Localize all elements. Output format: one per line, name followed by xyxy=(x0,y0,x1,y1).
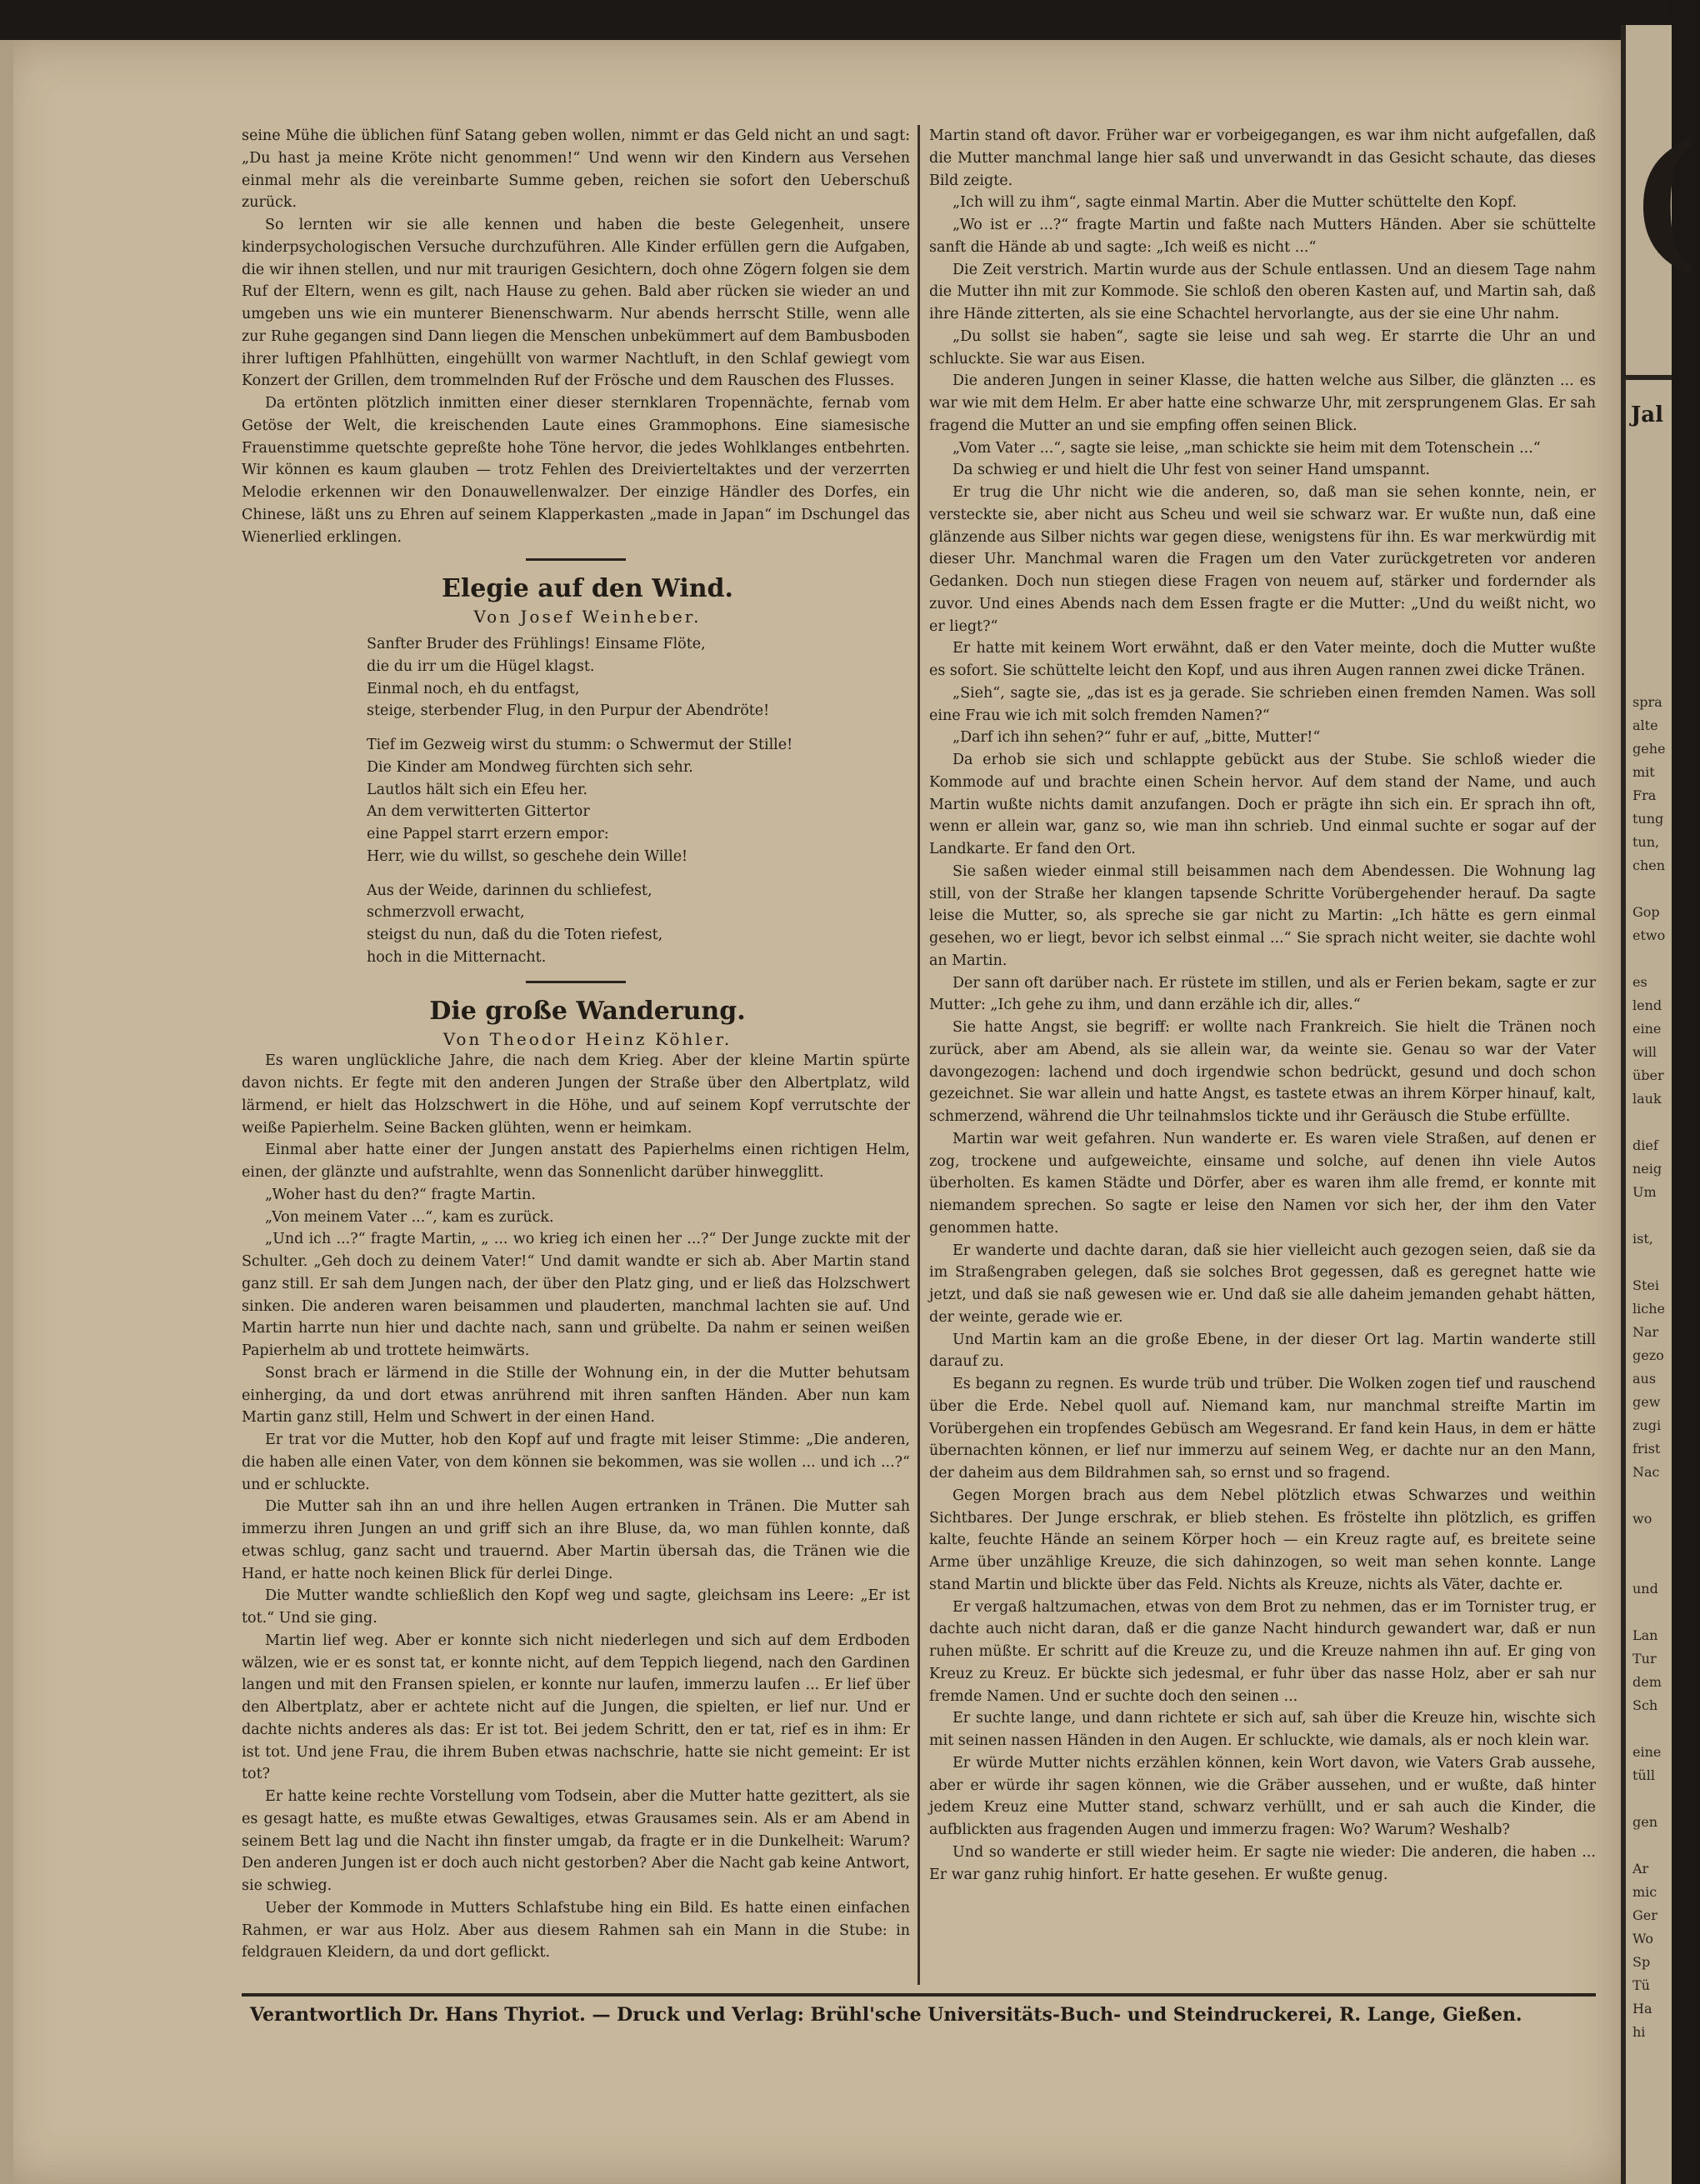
paragraph: Er trat vor die Mutter, hob den Kopf auf und fragte mit leiser Stimme: „Die anderen, die haben alle einen Vater, von dem können sie bekommen, was sie wollen ... und ich ...?“ und er schluckte. xyxy=(242,1432,910,1493)
adjacent-page-line: Gop xyxy=(1632,904,1660,920)
adjacent-page-line: Nac xyxy=(1632,1464,1660,1480)
paragraph: Die Mutter wandte schließlich den Kopf weg und sagte, gleichsam ins Leere: „Er ist tot.“ Und sie ging. xyxy=(242,1587,910,1627)
poem-line: Aus der Weide, darinnen du schliefest, xyxy=(367,882,652,899)
poem-line: steige, sterbender Flug, in den Purpur der Abendröte! xyxy=(367,702,770,720)
adjacent-page-line: mic xyxy=(1632,1884,1658,1900)
paragraph: Da erhob sie sich und schlappte gebückt aus der Stube. Sie schloß wieder die Kommode auf und brachte einen Schein hervor. Auf dem stand der Name, und auch Martin wußte nichts damit anzufangen. Doch er prägte ihn sich ein. Er sprach ihn oft, wenn er allein war, ganz so, wie man ihn schrieb. Und einmal suchte er sogar auf der Landkarte. Er fand den Ort. xyxy=(929,752,1596,857)
paragraph: Die Zeit verstrich. Martin wurde aus der Schule entlassen. Und an diesem Tage nahm die Mutter ihn mit zur Kommode. Sie schloß den oberen Kasten auf, und Martin sah, daß ihre Hände zitterten, als sie eine Schachtel hervorlangte, aus der sie eine Uhr nahm. xyxy=(929,261,1596,322)
paragraph: Er suchte lange, und dann richtete er sich auf, sah über die Kreuze hin, wischte sich mit seinen nassen Händen in den Augen. Er schluckte, wie damals, als er noch klein war. xyxy=(929,1710,1596,1749)
adjacent-page-line: es xyxy=(1632,974,1648,990)
paragraph: So lernten wir sie alle kennen und haben die beste Gelegenheit, unsere kinderpsychologischen Versuche durchzuführen. Alle Kinder erfüllen gern die Aufgaben, die wir ihnen stellen, und nur mit traurigen Gesichtern, doch ohne Zögern folgen sie dem Ruf der Eltern, wenn es gilt, nach Hause zu gehen. Bald aber rücken sie wieder an und umgeben uns wie ein munterer Bienenschwarm. Nur abends herrscht Stille, wenn alle zur Ruhe gegangen sind Dann liegen die Menschen unbekümmert auf dem Bambusboden ihrer luftigen Pfahlhütten, eingehüllt von warmer Nachtluft, in den Schlaf gewiegt vom Konzert der Grillen, dem trommelnden Ruf der Frösche und dem Rauschen des Flusses. xyxy=(242,217,910,390)
poem-body xyxy=(367,633,910,969)
footer-rule xyxy=(242,1993,1596,1997)
paragraph: „Du sollst sie haben“, sagte sie leise und sah weg. Er starrte die Uhr an und schluckte. Sie war aus Eisen. xyxy=(929,327,1596,367)
page-binding-edge xyxy=(0,40,13,2184)
right-column xyxy=(929,125,1596,1886)
paragraph: Sie hatte Angst, sie begriff: er wollte nach Frankreich. Sie hielt die Tränen noch zurück, aber am Abend, als sie allein war, da weinte sie. Genau so war der Vater davongezogen: lachend und doch irgendwie schon bedrückt, gesund und doch schon gezeichnet. Sie war allein und hatte Angst, es tastete etwas an ihrem Körper hinauf, kalt, schmerzend, während die Uhr teilnahmslos tickte und ihr Geräusch die Stube erfüllte. xyxy=(929,1019,1596,1125)
poem-line: schmerzvoll erwacht, xyxy=(367,904,525,922)
paragraph: Er hatte keine rechte Vorstellung vom Todsein, aber die Mutter hatte gezittert, als sie es gesagt hatte, es mußte etwas Gewaltiges, etwas Grausames sein. Als er am Abend in seinem Bett lag und die Nacht ihn finster umgab, da fragte er in die Dunkelheit: Warum? Den anderen Jungen ist er doch auch nicht gestorben? Aber die Nacht gab keine Antwort, sie schwieg. xyxy=(242,1788,910,1894)
adjacent-page-line: Tur xyxy=(1632,1651,1657,1667)
poem-line: Herr, wie du willst, so geschehe dein Wille! xyxy=(367,847,688,865)
poem-line: die du irr um die Hügel klagst. xyxy=(367,657,595,675)
imprint-footer: Verantwortlich Dr. Hans Thyriot. — Druck und Verlag: Brühl'sche Universitäts-Buch- und Steindruckerei, R. Lange, Gießen. xyxy=(250,2004,1522,2026)
paragraph: „Und ich ...?“ fragte Martin, „ ... wo krieg ich einen her ...?“ Der Junge zuckte mit der Schulter. „Geh doch zu deinem Vater!“ Und damit wandte er sich ab. Aber Martin stand ganz still. Er sah dem Jungen nach, der über den Platz ging, und er ließ das Holzschwert sinken. Die anderen waren beisammen und plauderten, manchmal lachten sie auf. Und Martin harrte nun hier und dachte nach, sann und grübelte. Da nahm er seinen weißen Papierhelm ab und trottete heimwärts. xyxy=(242,1231,910,1359)
adjacent-page-line: gehe xyxy=(1632,741,1666,757)
adjacent-page-line: über xyxy=(1632,1067,1664,1083)
section-rule xyxy=(526,981,626,983)
paragraph: Da schwieg er und hielt die Uhr fest von seiner Hand umspannt. xyxy=(952,462,1430,479)
paragraph: Er würde Mutter nichts erzählen können, kein Wort davon, wie Vaters Grab aussehe, aber er würde ihr sagen können, wie die Gräber aussehen, und er wußte, daß hinter jedem Kreuz eine Mutter stand, schwarz verhüllt, und er sah auch die Kinder, die aufblickten aus fragenden Augen und immerzu fragen: Wo? Warum? Weshalb? xyxy=(929,1754,1596,1838)
adjacent-page-line: aus xyxy=(1632,1371,1657,1387)
adjacent-page-line: lend xyxy=(1632,997,1662,1013)
paragraph: Der sann oft darüber nach. Er rüstete im stillen, und als er Ferien bekam, sagte er zur Mutter: „Ich gehe zu ihm, und dann erzähle ich dir, alles.“ xyxy=(929,974,1596,1014)
paragraph: Die anderen Jungen in seiner Klasse, die hatten welche aus Silber, die glänzten ... es war wie mit dem Helm. Er aber hatte eine schwarze Uhr, mit zersprungenem Glas. Er sah fragend die Mutter an und sie empfing offen seinen Blick. xyxy=(929,372,1596,434)
paragraph: Gegen Morgen brach aus dem Nebel plötzlich etwas Schwarzes und weithin Sichtbares. Der Junge erschrak, er blieb stehen. Es fröstelte ihn plötzlich, es griffen kalte, feuchte Hände an seinem Körper hoch — ein Kreuz ragte auf, es breitete seine Arme über unzählige Kreuze, die sich dahinzogen, so weit man sehen konnte. Lange stand Martin und blickte über das Feld. Nichts als Kreuze, nichts als Väter, dachte er. xyxy=(929,1487,1596,1593)
paragraph: seine Mühe die üblichen fünf Satang geben wollen, nimmt er das Geld nicht an und sagt: „Du hast ja meine Kröte nicht genommen!“ Und wenn wir den Kindern aus Versehen einmal mehr als die vereinbarte Summe geben, reichen sie sofort den Ueberschuß zurück. xyxy=(242,127,910,212)
adjacent-page-heading: Jal xyxy=(1631,402,1664,427)
poem-line: eine Pappel starrt erzern empor: xyxy=(367,826,609,842)
adjacent-page-line: Um xyxy=(1632,1184,1657,1200)
adjacent-page-line: und xyxy=(1632,1581,1658,1597)
adjacent-page-large-letter-mark: ( xyxy=(1629,112,1700,287)
adjacent-page-line: ist, xyxy=(1632,1231,1653,1247)
adjacent-page-line: Tü xyxy=(1632,1977,1650,1993)
adjacent-page-line: chen xyxy=(1632,857,1666,873)
paragraph: Und so wanderte er still wieder heim. Er sagte nie wieder: Die anderen, die haben ... Er war ganz ruhig hinfort. Er hatte gesehen. Er wußte genug. xyxy=(929,1843,1596,1883)
poem-stanza xyxy=(367,880,910,969)
adjacent-page-rule xyxy=(1626,375,1672,380)
column-divider xyxy=(918,125,920,1985)
poem-line: An dem verwitterten Gittertor xyxy=(367,803,590,821)
paragraph: Einmal aber hatte einer der Jungen anstatt des Papierhelms einen richtigen Helm, einen, der glänzte und aufstrahlte, wenn das Sonnenlicht darüber hinwegglitt. xyxy=(242,1142,910,1181)
poem-line: Tief im Gezweig wirst du stumm: o Schwermut der Stille! xyxy=(367,737,793,753)
paragraph: Er trug die Uhr nicht wie die anderen, so, daß man sie sehen konnte, nein, er versteckte sie, aber nicht aus Scheu und weil sie schwarz war. Er wußte nun, daß eine glänzende aus Silber nichts war gegen diese, wenigstens für ihn. Es war merkwürdig mit dieser Uhr. Manchmal waren die Fragen um den Vater zurückgetreten vor anderen Gedanken. Doch nun stiegen diese Fragen von neuem auf, stärker und fordernder als zuvor. Und eines Abends nach dem Essen fragte er die Mutter: „Und du weißt nicht, wo er liegt?“ xyxy=(929,484,1596,635)
paragraph: Er hatte mit keinem Wort erwähnt, daß er den Vater meinte, doch die Mutter wußte es sofort. Sie schüttelte leicht den Kopf, und aus ihren Augen rannen zwei dicke Tränen. xyxy=(929,640,1596,679)
paragraph: Die Mutter sah ihn an und ihre hellen Augen ertranken in Tränen. Die Mutter sah immerzu ihren Jungen an und griff sich an ihre Bluse, da, wo man fühlen konnte, daß etwas schlug, ganz sacht und trauernd. Aber Martin übersah das, die Tränen wie die Hand, er hatte noch keinen Blick für derlei Dinge. xyxy=(242,1498,910,1582)
paragraph: Martin war weit gefahren. Nun wanderte er. Es waren viele Straßen, auf denen er zog, trockene und aufgeweichte, einsame und solche, auf denen ihn viele Autos überholten. Es kamen Städte und Dörfer, aber es waren ihm alle fremd, er konnte mit niemandem sprechen. So sagte er leise den Namen vor sich her, der ihm den Vater genommen hatte. xyxy=(929,1130,1596,1237)
adjacent-page-fragment xyxy=(1621,25,1700,2184)
adjacent-page-line: hi xyxy=(1632,2024,1646,2040)
adjacent-page-line: wo xyxy=(1632,1511,1652,1527)
adjacent-page-line: gen xyxy=(1632,1814,1658,1830)
adjacent-page-line: Nar xyxy=(1632,1324,1659,1340)
intro-article xyxy=(242,125,910,548)
paragraph: „Ich will zu ihm“, sagte einmal Martin. Aber die Mutter schüttelte den Kopf. xyxy=(952,194,1518,212)
paragraph: Es waren unglückliche Jahre, die nach dem Krieg. Aber der kleine Martin spürte davon nichts. Er fegte mit den anderen Jungen der Straße über den Albertplatz, wild lärmend, er hielt das Holzschwert in die Höhe, und auf seinem Kopf verrutschte der weiße Papierhelm. Seine Backen glühten, wenn er heimkam. xyxy=(242,1052,910,1137)
paragraph: Er wanderte und dachte daran, daß sie hier vielleicht auch gezogen seien, daß sie da im Straßengraben gelegen, daß sie solches Brot gegessen, daß es geregnet hatte wie jetzt, und daß sie naß gewesen wie er. Und daß sie alle daheim jemanden gehabt hätten, der weinte, gerade wie er. xyxy=(929,1242,1596,1326)
adjacent-page-line: etwo xyxy=(1632,927,1666,943)
adjacent-page-line: spra xyxy=(1632,694,1662,710)
adjacent-page-line: neig xyxy=(1632,1161,1662,1177)
adjacent-page-line: zugi xyxy=(1632,1417,1662,1433)
adjacent-page-line: dem xyxy=(1632,1674,1662,1690)
poem-line: Die Kinder am Mondweg fürchten sich sehr. xyxy=(367,758,693,776)
adjacent-page-line: lauk xyxy=(1632,1091,1662,1107)
paragraph: Und Martin kam an die große Ebene, in der dieser Ort lag. Martin wanderte still darauf zu. xyxy=(929,1331,1596,1371)
poem-line: Einmal noch, eh du entfagst, xyxy=(367,680,580,697)
adjacent-page-line: Ger xyxy=(1632,1907,1658,1923)
adjacent-page-line: Sch xyxy=(1632,1697,1658,1713)
paragraph: „Wo ist er ...?“ fragte Martin und faßte nach Mutters Händen. Aber sie schüttelte sanft die Hände ab und sagte: „Ich weiß es nicht ...“ xyxy=(929,217,1596,256)
adjacent-page-line: dief xyxy=(1632,1137,1658,1153)
paragraph: Sie saßen wieder einmal still beisammen nach dem Abendessen. Die Wohnung lag still, von der Straße her klangen tapsende Schritte Vorübergehender herauf. Da sagte leise die Mutter, so, als spreche sie gar nicht zu Martin: „Ich hätte es gern einmal gesehen, wo er liegt, bevor ich selbst einmal ...“ Sie sprach nicht weiter, sie dachte wohl an Martin. xyxy=(929,862,1596,969)
adjacent-page-line: Stei xyxy=(1632,1277,1659,1293)
adjacent-page-line: mit xyxy=(1632,764,1655,780)
paragraph: „Woher hast du den?“ fragte Martin. xyxy=(265,1186,536,1203)
adjacent-page-line: frist xyxy=(1632,1441,1661,1457)
paragraph: Es begann zu regnen. Es wurde trüb und trüber. Die Wolken zogen tief und rauschend über die Erde. Nebel quoll auf. Niemand kam, nur manchmal streifte Martin im Vorübergehen ein tropfendes Gebüsch am Wegesrand. Er fand kein Haus, in dem er hätte übernachten können, er lief nur immerzu auf seinem Weg, er dachte nur an den Mann, der daheim aus dem Bildrahmen sah, so ernst und so fragend. xyxy=(929,1376,1596,1482)
adjacent-page-line: will xyxy=(1632,1044,1658,1060)
adjacent-page-line: tun, xyxy=(1632,834,1660,850)
adjacent-page-line: eine xyxy=(1632,1744,1662,1760)
poem-stanza xyxy=(367,734,910,868)
adjacent-page-line: Fra xyxy=(1632,787,1657,803)
section-rule xyxy=(526,558,626,561)
story-body-right xyxy=(929,125,1596,1886)
paragraph: „Sieh“, sagte sie, „das ist es ja gerade. Sie schrieben einen fremden Namen. Was soll eine Frau wie ich mit solch fremden Namen?“ xyxy=(929,684,1596,724)
paragraph: Martin stand oft davor. Früher war er vorbeigegangen, es war ihm nicht aufgefallen, daß die Mutter manchmal lange hier saß und unverwandt in das Gesicht schaute, das dieses Bild zeigte. xyxy=(929,127,1596,189)
paragraph: „Von meinem Vater ...“, kam es zurück. xyxy=(265,1208,554,1226)
adjacent-page-line: gew xyxy=(1632,1394,1661,1410)
paragraph: „Darf ich ihn sehen?“ fuhr er auf, „bitte, Mutter!“ xyxy=(952,729,1321,747)
poem-stanza xyxy=(367,633,910,722)
paragraph: „Vom Vater ...“, sagte sie leise, „man schickte sie heim mit dem Totenschein ...“ xyxy=(952,439,1541,457)
poem-line: steigst du nun, daß du die Toten riefest, xyxy=(367,927,663,943)
adjacent-page-line: Ar xyxy=(1632,1861,1649,1877)
left-column xyxy=(242,125,910,1964)
poem-line: Lautlos hält sich ein Efeu her. xyxy=(367,781,588,798)
poem-line: hoch in die Mitternacht. xyxy=(367,948,547,966)
adjacent-page-line: alte xyxy=(1632,717,1658,733)
paragraph: Sonst brach er lärmend in die Stille der Wohnung ein, in der die Mutter behutsam einherging, da und dort etwas anrührend mit ihren sanften Händen. Aber nun kam Martin ganz still, Helm und Schwert in der einen Hand. xyxy=(242,1364,910,1427)
adjacent-page-line: Wo xyxy=(1632,1931,1653,1947)
adjacent-page-line: liche xyxy=(1632,1301,1665,1317)
paragraph: Ueber der Kommode in Mutters Schlafstube hing ein Bild. Es hatte einen einfachen Rahmen, er war aus Holz. Aber aus diesem Rahmen sah ein Mann in die Stube: in feldgrauen Kleidern, da und dort geflickt. xyxy=(242,1899,910,1962)
poem-title: Elegie auf den Wind. xyxy=(442,574,733,604)
paragraph: Da ertönten plötzlich inmitten einer dieser sternklaren Tropennächte, fernab vom Getöse der Welt, die kreischenden Laute eines Grammophons. Eine siamesische Frauenstimme quetschte gepreßte hohe Töne hervor, die jedes Wohlklanges entbehrten. Wir können es kaum glauben — trotz Fehlen des Dreivierteltaktes und der verzerrten Melodie erkennen wir den Donauwellenwalzer. Der einzige Händler des Dorfes, ein Chinese, läßt uns zu Ehren auf seinem Klapperkasten „made in Japan“ im Dschungel das Wienerlied erklingen. xyxy=(242,395,910,546)
story-byline: Von Theodor Heinz Köhler. xyxy=(442,1028,732,1049)
adjacent-page-line: Sp xyxy=(1632,1954,1651,1970)
story-body-left xyxy=(242,1050,910,1964)
adjacent-page-line: eine xyxy=(1632,1021,1662,1037)
adjacent-page-line: gezo xyxy=(1632,1347,1664,1363)
adjacent-page-line: Ha xyxy=(1632,2001,1652,2017)
poem-line: Sanfter Bruder des Frühlings! Einsame Flöte, xyxy=(367,636,706,652)
adjacent-page-line: tüll xyxy=(1632,1767,1655,1783)
adjacent-page-line: Lan xyxy=(1632,1627,1658,1643)
adjacent-page-line: tung xyxy=(1632,811,1664,827)
paragraph: Er vergaß haltzumachen, etwas von dem Brot zu nehmen, das er im Tornister trug, er dachte auch nicht daran, daß er die ganze Nacht hindurch gewandert war, daß er nun ruhen müßte. Er schritt auf die Kreuze zu, und die Kreuze nahmen ihn auf. Er ging von Kreuz zu Kreuz. Er bückte sich jedesmal, er fuhr über das nasse Holz, aber er sah nur fremde Namen. Und er suchte doch den seinen ... xyxy=(929,1598,1596,1705)
paragraph: Martin lief weg. Aber er konnte sich nicht niederlegen und sich auf dem Erdboden wälzen, wie er es sonst tat, er konnte nicht, auf dem Teppich liegend, nach den Gardinen langen und mit den Fransen spielen, er konnte nur laufen, immerzu laufen ... Er lief über den Albertplatz, aber er achtete nicht auf die Jungen, die spielten, er lief nur. Und er dachte nichts anderes als das: Er ist tot. Bei jedem Schritt, den er tat, rief es in ihm: Er ist tot. Und jene Frau, die ihrem Buben etwas nachschrie, hatte sie nicht gemeint: Er ist tot? xyxy=(242,1632,910,1783)
poem-byline: Von Josef Weinheber. xyxy=(473,607,702,627)
story-title: Die große Wanderung. xyxy=(429,996,746,1026)
